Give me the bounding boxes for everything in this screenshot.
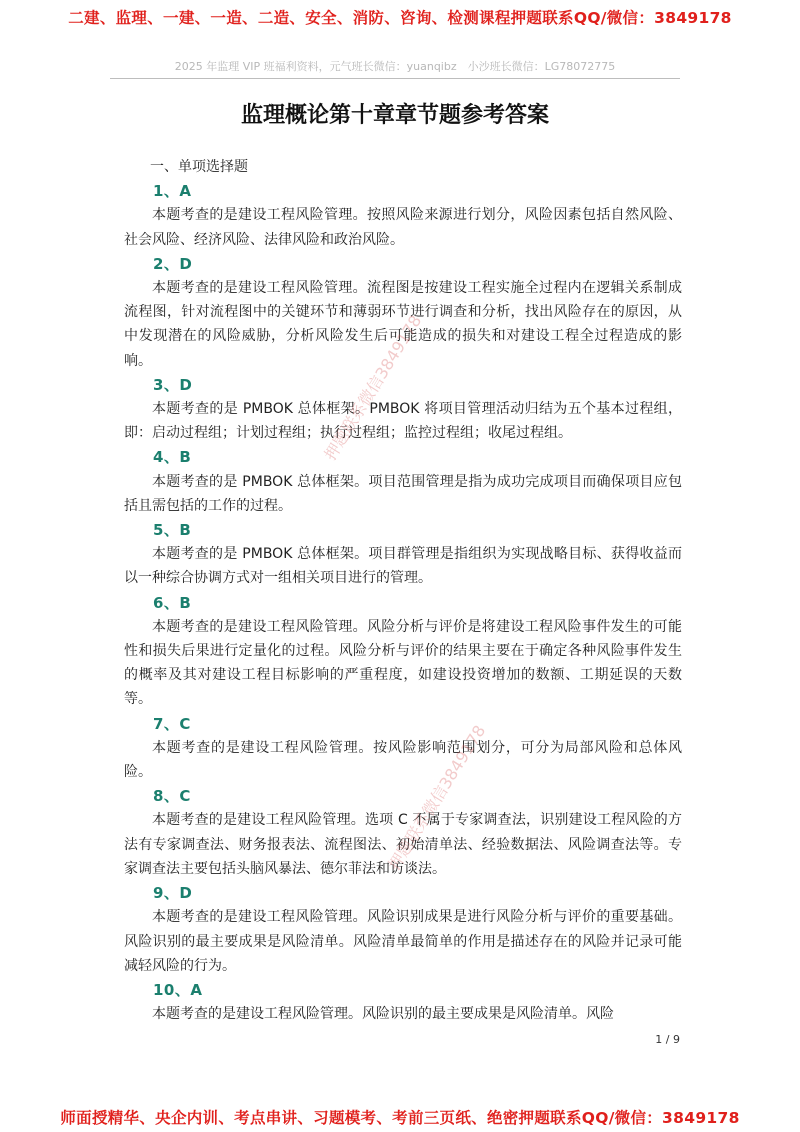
answer-explanation: 本题考查的是建设工程风险管理。风险识别的最主要成果是风险清单。风险 (152, 1006, 614, 1023)
answer-explanation: 本题考查的是建设工程风险管理。流程图是按建设工程实施全过程内在逻辑关系制成流程图，针对流程图中的关键环节和薄弱环节进行调查和分析，找出风险存在的原因，从中发现潜在的风险威胁，分析风险发生后可能造成的损失和对建设工程全过程造成的影响。 (124, 280, 682, 369)
answer-item (124, 978, 682, 1026)
answer-item (124, 252, 682, 373)
answer-item (124, 784, 682, 881)
answer-item (124, 373, 682, 446)
answer-item (124, 881, 682, 978)
answer-key: 5、B (153, 521, 192, 540)
answer-key: 6、B (153, 593, 192, 612)
answer-explanation: 本题考查的是建设工程风险管理。选项 C 不属于专家调查法，识别建设工程风险的方法有专家调查法、财务报表法、流程图法、初始清单法、经验数据法、风险调查法等。专家调查法主要包括头脑风暴法、德尔菲法和访谈法。 (124, 812, 682, 877)
answer-item (124, 179, 682, 252)
top-promo-banner: 二建、监理、一建、一造、二造、安全、消防、咨询、检测课程押题联系QQ/微信：3849178 (68, 9, 732, 27)
answer-item (124, 712, 682, 785)
watermark-text: 押题联系微信3849178 (384, 721, 490, 874)
answer-key: 4、B (153, 448, 192, 467)
answer-key: 2、D (153, 254, 193, 273)
answer-explanation: 本题考查的是 PMBOK 总体框架。项目群管理是指组织为实现战略目标、获得收益而以一种综合协调方式对一组相关项目进行的管理。 (124, 546, 682, 587)
answer-explanation: 本题考查的是 PMBOK 总体框架。项目范围管理是指为成功完成项目而确保项目应包括且需包括的工作的过程。 (124, 473, 682, 514)
watermark-text: 押题联系微信3849178 (320, 311, 426, 464)
answer-key: 8、C (153, 787, 191, 806)
header-divider (110, 78, 680, 79)
answer-key: 3、D (153, 375, 193, 394)
answer-key: 1、A (153, 182, 192, 201)
answer-explanation: 本题考查的是建设工程风险管理。风险分析与评价是将建设工程风险事件发生的可能性和损失后果进行定量化的过程。风险分析与评价的结果主要在于确定各种风险事件发生的概率及其对建设工程目标影响的严重程度，如建设投资增加的数额、工期延误的天数等。 (124, 618, 682, 708)
answer-item (124, 518, 682, 591)
answer-key: 7、C (153, 714, 191, 733)
answer-explanation: 本题考查的是建设工程风险管理。按风险影响范围划分，可分为局部风险和总体风险。 (124, 739, 682, 781)
answer-explanation: 本题考查的是建设工程风险管理。风险识别成果是进行风险分析与评价的重要基础。风险识别的最主要成果是风险清单。风险清单最简单的作用是描述存在的风险并记录可能减轻风险的行为。 (124, 909, 682, 974)
section-heading: 一、单项选择题 (150, 159, 248, 175)
answer-key: 9、D (153, 884, 193, 903)
header-note: 2025 年监理 VIP 班福利资料，元气班长微信：yuanqibz 小沙班长微信：LG78072775 (174, 60, 616, 73)
answer-item (124, 445, 682, 518)
answer-explanation: 本题考查的是建设工程风险管理。按照风险来源进行划分，风险因素包括自然风险、社会风险、经济风险、法律风险和政治风险。 (124, 207, 682, 248)
bottom-promo-banner: 师面授精华、央企内训、考点串讲、习题模考、考前三页纸、绝密押题联系QQ/微信：3849178 (60, 1109, 740, 1127)
page-title: 监理概论第十章章节题参考答案 (240, 103, 549, 128)
page-number: 1 / 9 (655, 1033, 680, 1046)
answer-key: 10、A (153, 980, 203, 999)
answer-content (124, 155, 682, 1026)
answer-item (124, 591, 682, 712)
answer-explanation: 本题考查的是 PMBOK 总体框架。PMBOK 将项目管理活动归结为五个基本过程组，即：启动过程组；计划过程组；执行过程组；监控过程组；收尾过程组。 (124, 401, 682, 442)
